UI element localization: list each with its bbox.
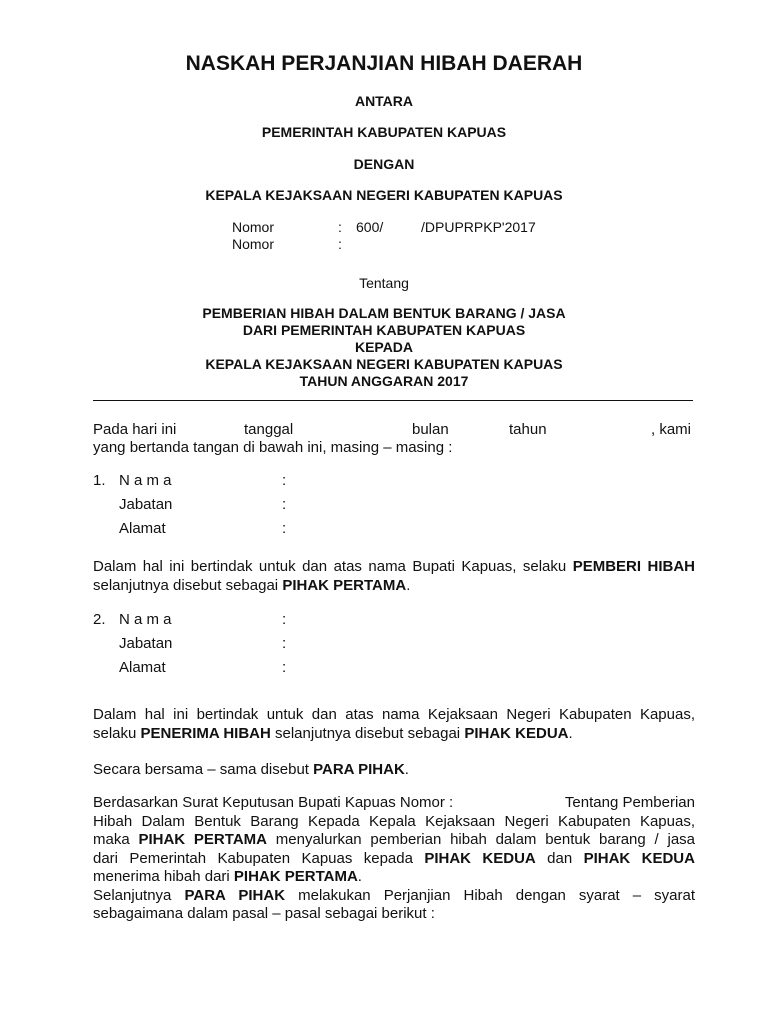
tentang-line-2: DARI PEMERINTAH KABUPATEN KAPUAS [242, 322, 526, 338]
tentang-label: Tentang [359, 275, 409, 291]
opening-word-2: tanggal [244, 421, 294, 438]
party1-heading: PEMERINTAH KABUPATEN KAPUAS [261, 124, 507, 140]
party-one-alamat-colon: : [282, 520, 287, 537]
opening-word-1: Pada hari ini [93, 421, 177, 438]
berdasarkan-line-5: menerima hibah dari PIHAK PERTAMA. [93, 868, 362, 885]
nomor-value-1a: 600/ [356, 219, 384, 235]
para-pihak-sentence: Secara bersama – sama disebut PARA PIHAK. [93, 761, 409, 778]
party-one-jabatan-colon: : [282, 496, 287, 513]
berdasarkan-line-3: maka PIHAK PERTAMA menyalurkan pemberian hibah dalam bentuk barang / jasa [93, 831, 695, 848]
nomor-colon-1: : [338, 219, 342, 235]
berdasarkan-line-2: Hibah Dalam Bentuk Barang Kepada Kepala Kejaksaan Negeri Kabupaten Kapuas, [93, 812, 695, 830]
party-one-nama-label: N a m a [119, 472, 172, 489]
opening-word-3: bulan [412, 421, 449, 438]
berdasarkan-line-7: sebagaimana dalam pasal – pasal sebagai berikut : [93, 905, 435, 922]
party-one-jabatan-label: Jabatan [119, 496, 173, 513]
party-two-alamat-label: Alamat [119, 659, 166, 676]
nomor-label-2: Nomor [232, 236, 275, 252]
opening-word-4: tahun [509, 421, 547, 438]
opening-line-2: yang bertanda tangan di bawah ini, masing – masing : [93, 439, 453, 456]
tentang-line-5: TAHUN ANGGARAN 2017 [299, 373, 469, 389]
tentang-line-1: PEMBERIAN HIBAH DALAM BENTUK BARANG / JASA [202, 305, 566, 321]
party-one-description [93, 558, 695, 595]
antara-heading: ANTARA [354, 93, 414, 109]
party-one-desc-line-2: selanjutnya disebut sebagai PIHAK PERTAMA. [93, 576, 411, 594]
nomor-colon-2: : [338, 236, 342, 252]
party-two-jabatan-label: Jabatan [119, 635, 173, 652]
tentang-line-3: KEPADA [354, 339, 414, 355]
tentang-line-4: KEPALA KEJAKSAAN NEGERI KABUPATEN KAPUAS [205, 356, 563, 372]
header-divider [93, 400, 693, 401]
party-two-description [93, 706, 695, 743]
party-two-desc-line-2: selaku PENERIMA HIBAH selanjutnya disebut sebagai PIHAK KEDUA. [93, 724, 573, 742]
berdasarkan-line-1: Berdasarkan Surat Keputusan Bupati Kapuas Nomor : Tentang Pemberian [93, 794, 695, 811]
party2-heading: KEPALA KEJAKSAAN NEGERI KABUPATEN KAPUAS [205, 187, 563, 203]
party-one-alamat-label: Alamat [119, 520, 166, 537]
berdasarkan-paragraph [93, 794, 695, 924]
berdasarkan-line-6: Selanjutnya PARA PIHAK melakukan Perjanjian Hibah dengan syarat – syarat [93, 886, 696, 904]
party-two-desc-line-1: Dalam hal ini bertindak untuk dan atas nama Kejaksaan Negeri Kabupaten Kapuas, [93, 706, 695, 723]
dengan-heading: DENGAN [353, 156, 415, 172]
party-one-number: 1. [93, 472, 106, 489]
berdasarkan-line-4: dari Pemerintah Kabupaten Kapuas kepada PIHAK KEDUA dan PIHAK KEDUA [93, 849, 695, 867]
party-two-jabatan-colon: : [282, 635, 287, 652]
document-title: NASKAH PERJANJIAN HIBAH DAERAH [185, 52, 583, 75]
party-two-nama-colon: : [282, 611, 287, 628]
party-two-nama-label: N a m a [119, 611, 172, 628]
party-one-desc-line-1: Dalam hal ini bertindak untuk dan atas nama Bupati Kapuas, selaku PEMBERI HIBAH [93, 558, 695, 575]
nomor-value-1b: /DPUPRPKP'2017 [421, 219, 536, 235]
party-one-nama-colon: : [282, 472, 287, 489]
party-two-number: 2. [93, 611, 106, 628]
party-two-alamat-colon: : [282, 659, 287, 676]
opening-word-5: , kami [651, 421, 692, 438]
nomor-label-1: Nomor [232, 219, 275, 235]
